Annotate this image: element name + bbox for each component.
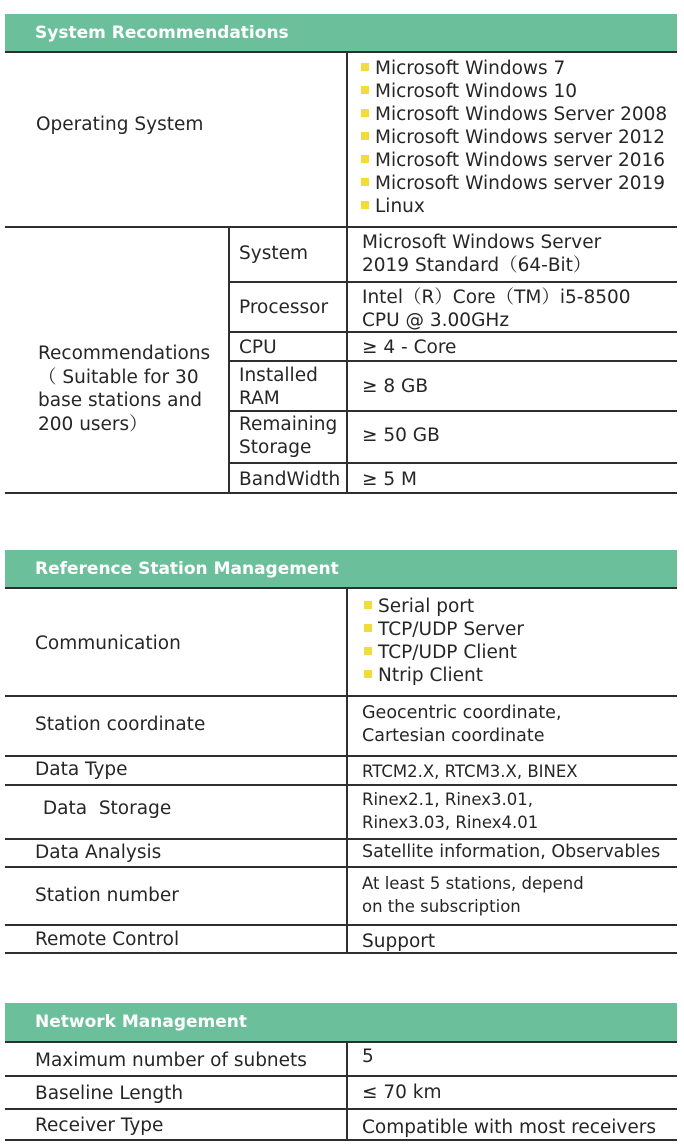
divider [5,1139,677,1141]
divider [5,226,677,228]
remote-control-label: Remote Control [35,929,180,950]
cpu-label: CPU [239,337,277,358]
list-item: Microsoft Windows 10 [361,80,667,103]
data-analysis-label: Data Analysis [35,842,162,863]
station-coordinate-label: Station coordinate [35,714,206,735]
divider [228,360,677,362]
processor-label: Processor [239,297,329,318]
bullet-icon [361,155,369,163]
bullet-icon [361,132,369,140]
os-list [361,57,667,218]
bullet-icon [361,201,369,209]
list-item: Ntrip Client [364,664,524,687]
bandwidth-label: BandWidth [239,469,341,490]
receiver-type-label: Receiver Type [35,1115,164,1136]
network-management-header: Network Management [5,1003,677,1041]
data-storage-value: Rinex2.1, Rinex3.01, Rinex3.03, Rinex4.01 [362,790,539,832]
divider [5,784,677,786]
cpu-value: ≥ 4 - Core [362,337,457,358]
data-type-value: RTCM2.X, RTCM3.X, BINEX [362,762,578,781]
reference-station-header: Reference Station Management [5,550,677,588]
bullet-icon [364,624,372,632]
divider [228,331,677,333]
list-item: Microsoft Windows 7 [361,57,667,80]
divider [5,838,677,840]
max-subnets-label: Maximum number of subnets [35,1050,307,1071]
divider [5,695,677,697]
bullet-icon [364,647,372,655]
list-item: TCP/UDP Server [364,618,524,641]
bullet-icon [361,109,369,117]
bullet-icon [361,86,369,94]
list-item: Linux [361,195,667,218]
list-item: Microsoft Windows server 2012 [361,126,667,149]
list-item: Microsoft Windows Server 2008 [361,103,667,126]
bullet-icon [364,601,372,609]
bandwidth-value: ≥ 5 M [362,469,417,490]
divider [5,1108,677,1110]
station-number-label: Station number [35,885,179,906]
system-value: Microsoft Windows Server 2019 Standard（64-Bit） [362,232,602,276]
ram-label: Installed RAM [239,365,318,409]
data-storage-label: Data Storage [37,798,172,819]
baseline-length-label: Baseline Length [35,1083,184,1104]
communication-list [364,595,524,687]
column-divider [346,52,348,494]
divider [5,952,677,954]
baseline-length-value: ≤ 70 km [362,1082,442,1103]
list-item: TCP/UDP Client [364,641,524,664]
divider [5,587,677,589]
divider [5,1041,677,1043]
data-analysis-value: Satellite information, Observables [362,842,661,862]
divider [5,755,677,757]
list-item: Serial port [364,595,524,618]
list-item: Microsoft Windows server 2019 [361,172,667,195]
os-label: Operating System [36,114,204,135]
divider [5,1075,677,1077]
bullet-icon [361,63,369,71]
receiver-type-value: Compatible with most receivers [362,1117,656,1138]
remote-control-value: Support [362,931,436,952]
column-divider [346,1042,348,1140]
data-type-label: Data Type [35,759,128,780]
communication-label: Communication [35,633,181,654]
divider [5,492,677,494]
max-subnets-value: 5 [362,1046,374,1067]
system-recommendations-header: System Recommendations [5,14,677,52]
system-label: System [239,243,308,264]
ram-value: ≥ 8 GB [362,376,429,397]
station-number-value: At least 5 stations, depend on the subscription [362,874,584,916]
recommendations-label: Recommendations （ Suitable for 30 base stations and 200 users） [38,343,211,435]
station-coordinate-value: Geocentric coordinate, Cartesian coordinate [362,703,562,746]
divider [5,51,677,53]
divider [228,462,677,464]
processor-value: Intel（R）Core（TM）i5-8500 CPU @ 3.00GHz [362,287,631,331]
bullet-icon [361,178,369,186]
divider [5,924,677,926]
column-divider [346,588,348,953]
storage-label: Remaining Storage [239,414,338,458]
bullet-icon [364,670,372,678]
divider [228,410,677,412]
divider [5,866,677,868]
divider [228,281,677,283]
storage-value: ≥ 50 GB [362,425,440,446]
list-item: Microsoft Windows server 2016 [361,149,667,172]
